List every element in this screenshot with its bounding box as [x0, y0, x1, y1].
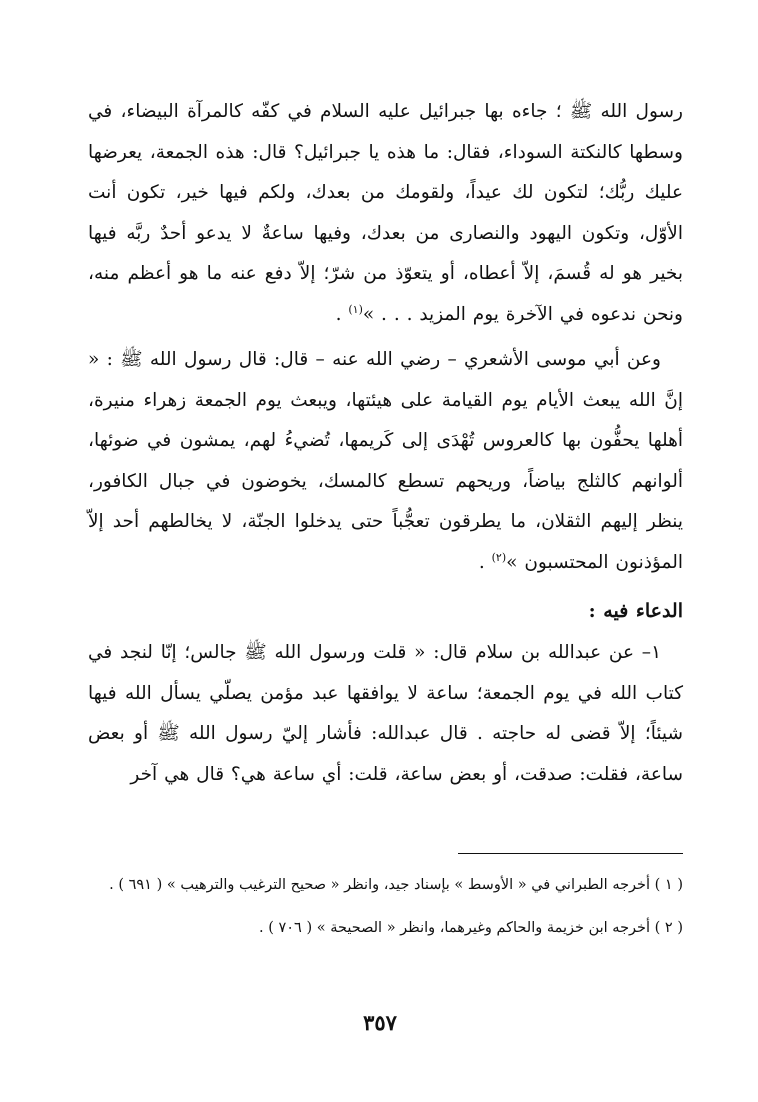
- footnote-reference: (١): [348, 302, 363, 316]
- footnote: ( ١ ) أخرجه الطبراني في « الأوسط » بإسناد جيد، وانظر « صحيح الترغيب والترهيب » ( ٦٩١ ) .: [109, 877, 683, 893]
- paragraph-text: وعن أبي موسى الأشعري – رضي الله عنه – قال: قال رسول الله ﷺ : « إنَّ الله يبعث الأيام يوم القيامة على هيئتها، ويبعث يوم الجمعة زهراء منيرة، أهلها يحفُّون بها كالعروس تُهْدَى إلى كَريمها، تُضيءُ لهم، يمشون في ضوئها، ألوانهم كالثلج بياضاً، وريحهم تسطع كالمسك، يخوضون في جبال الكافور، ينظر إليهم الثقلان، ما يطرقون تعجُّباً حتى يدخلوا الجنّة، لا يخالطهم أحد إلاّ المؤذنون المحتسبون »: [88, 349, 683, 573]
- footnote-reference: (٢): [491, 550, 507, 564]
- page-number: ٣٥٧: [363, 1010, 397, 1035]
- footnote-separator: [458, 853, 683, 854]
- paragraph: وعن أبي موسى الأشعري – رضي الله عنه – قال: قال رسول الله ﷺ : « إنَّ الله يبعث الأيام يوم القيامة على هيئتها، ويبعث يوم الجمعة زهراء منيرة، أهلها يحفُّون بها كالعروس تُهْدَى إلى كَريمها، تُضيءُ لهم، يمشون في ضوئها، ألوانهم كالثلج بياضاً، وريحهم تسطع كالمسك، يخوضون في جبال الكافور، ينظر إليهم الثقلان، ما يطرقون تعجُّباً حتى يدخلوا الجنّة، لا يخالطهم أحد إلاّ المؤذنون المحتسبون »$^{(٢)}$ .: [88, 349, 683, 573]
- paragraph-text: رسول الله ﷺ ؛ جاءه بها جبرائيل عليه السلام في كفّه كالمرآة البيضاء، في وسطها كالنكتة السوداء، فقال: ما هذه يا جبرائيل؟ قال: هذه الجمعة، يعرضها عليك ربُّك؛ لتكون لك عيداً، ولقومك من بعدك، ولكم فيها خير، تكون أنت الأوّل، وتكون اليهود والنصارى من بعدك، وفيها ساعةٌ لا يدعو أحدٌ ربَّه فيها بخير هو له قُسمَ، إلاّ أعطاه، أو يتعوّذ من شرّ؛ إلاّ دفع عنه ما هو أعظم منه، ونحن ندعوه في الآخرة يوم المزيد . . . »: [88, 101, 683, 325]
- numbered-item: ١– عن عبدالله بن سلام قال: « قلت ورسول الله ﷺ جالس؛ إنّا لنجد في كتاب الله في يوم الجمعة؛ ساعة لا يوافقها عبد مؤمن يصلّي يسأل الله فيها شيئاً؛ إلاّ قضى له حاجته . قال عبدالله: فأشار إليّ رسول الله ﷺ أو بعض ساعة، فقلت: صدقت، أو بعض ساعة، قلت: أي ساعة هي؟ قال هي آخر: [88, 642, 683, 785]
- main-text: [88, 92, 683, 795]
- paragraph: رسول الله ﷺ ؛ جاءه بها جبرائيل عليه السلام في كفّه كالمرآة البيضاء، في وسطها كالنكتة السوداء، فقال: ما هذه يا جبرائيل؟ قال: هذه الجمعة، يعرضها عليك ربُّك؛ لتكون لك عيداً، ولقومك من بعدك، ولكم فيها خير، تكون أنت الأوّل، وتكون اليهود والنصارى من بعدك، وفيها ساعةٌ لا يدعو أحدٌ ربَّه فيها بخير هو له قُسمَ، إلاّ أعطاه، أو يتعوّذ من شرّ؛ إلاّ دفع عنه ما هو أعظم منه، ونحن ندعوه في الآخرة يوم المزيد . . . »$^{(١)}$ .: [88, 101, 683, 325]
- footnote: ( ٢ ) أخرجه ابن خزيمة والحاكم وغيرهما، وانظر « الصحيحة » ( ٧٠٦ ) .: [258, 920, 683, 936]
- footnotes: [88, 868, 683, 946]
- section-heading: الدعاء فيه :: [588, 600, 683, 622]
